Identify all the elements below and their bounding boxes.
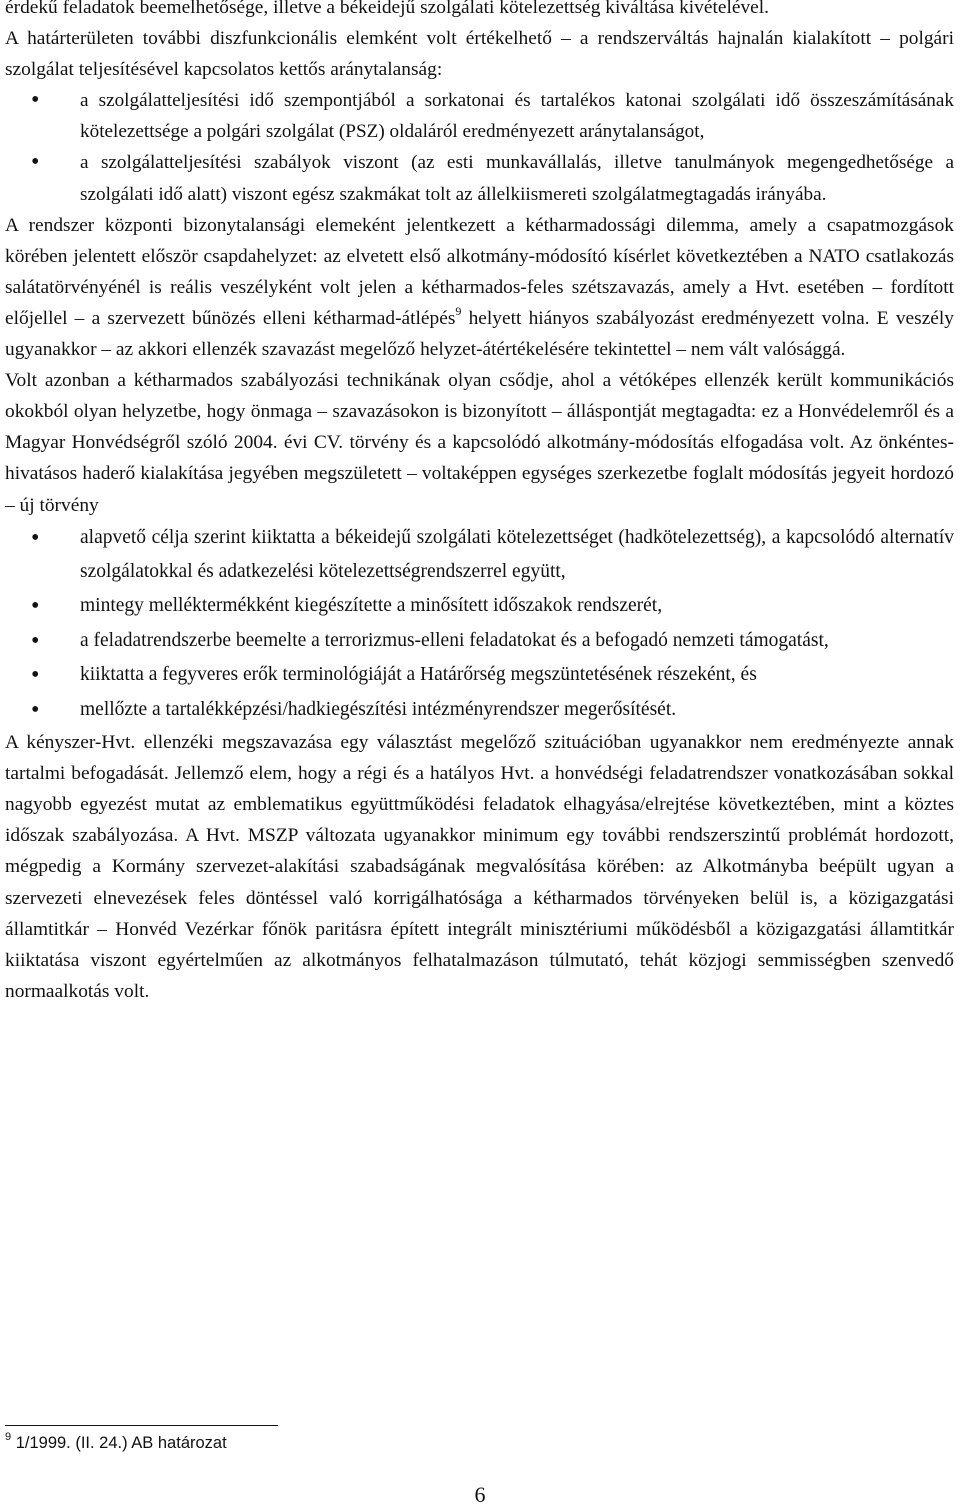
list-item: • kiiktatta a fegyveres erők terminológiáját a Határőrség megszüntetésének részeként, és	[5, 658, 954, 692]
list-item: • alapvető célja szerint kiiktatta a békeidejű szolgálati kötelezettséget (hadkötelezettség), a kapcsolódó alternatív szolgálatokkal és adatkezelési kötelezettségrendszerrel együtt,	[5, 521, 954, 590]
list-item: • a feladatrendszerbe beemelte a terrorizmus-elleni feladatokat és a befogadó nemzeti támogatást,	[5, 624, 954, 658]
paragraph-intro: érdekű feladatok beemelhetősége, illetve a békeidejű szolgálati kötelezettség kiváltása kivételével.	[5, 0, 769, 18]
page-number: 6	[474, 1482, 486, 1507]
paragraph-text: A rendszer központi bizonytalansági elemeként jelentkezett a kétharmadossági dilemma, amely a csapatmozgások körében jelentett először csapdahelyzet: az elvetett első alkotmány-módosító kísérlet következtében a NATO csatlakozás salátatörvényénél is reális veszélyként volt jelen a kétharmados-feles szétszavazás, amely a Hvt. esetében – fordított előjellel – a szervezett bűnözés elleni kétharmad-átlépés	[5, 214, 954, 329]
list-item: • mellőzte a tartalékképzési/hadkiegészítési intézményrendszer megerősítését.	[5, 693, 954, 727]
paragraph-border-area: A határterületen további diszfunkcionális elemként volt értékelhető – a rendszerváltás hajnalán kialakított – polgári szolgálat teljesítésével kapcsolatos kettős aránytalanság:	[5, 28, 954, 81]
paragraph-text: helyett hiányos szabályozást eredményezett volna. E veszély ugyanakkor – az akkori ellenzék szavazást megelőző helyzet-átértékelésére tekintettel – nem vált valósággá.	[5, 307, 954, 361]
list-item: • mintegy melléktermékként kiegészítette a minősített időszakok rendszerét,	[5, 589, 954, 623]
footnote-reference[interactable]: 9	[455, 303, 462, 318]
imbalance-list	[5, 85, 954, 209]
list-item: • a szolgálatteljesítési idő szempontjából a sorkatonai és tartalékos katonai szolgálati idő összeszámításának kötelezettsége a polgári szolgálat (PSZ) oldaláról eredményezett aránytalanságot,	[5, 85, 954, 147]
list-item: • a szolgálatteljesítési szabályok viszont (az esti munkavállalás, illetve tanulmányok megengedhetősége a szolgálati idő alatt) viszont egész szakmákat tolt az állelkiismereti szolgálatmegtagadás irányába.	[5, 147, 954, 209]
footnote-number: 9	[5, 1431, 12, 1443]
paragraph-two-thirds-dilemma	[5, 210, 954, 365]
paragraph-forced-hvt: A kényszer-Hvt. ellenzéki megszavazása egy választást megelőző szituációban ugyanakkor nem eredményezte annak tartalmi befogadását. Jellemző elem, hogy a régi és a hatályos Hvt. a honvédségi feladatrendszer vonatkozásában sokkal nagyobb egyezést mutat az emblematikus együttműködési feladatok elhagyása/elrejtése következtében, mint a köztes időszak szabályozása. A Hvt. MSZP változata ugyanakkor minimum egy további rendszerszintű problémát hordozott, mégpedig a Kormány szervezet-alakítási szabadságának megvalósítása körében: az Alkotmányba beépült ugyan a szervezeti elnevezések feles döntéssel való korrigálhatósága a kétharmados törvényeken belül is, a közigazgatási államtitkár – Honvéd Vezérkar főnök paritásra épített integrált minisztériumi működésből a közigazgatási államtitkár kiiktatása viszont egyértelműen az alkotmányos felhatalmazáson túlmutató, tehát közjogi semmisségben szenvedő normaalkotás volt.	[5, 732, 954, 1002]
paragraph-two-thirds-failure: Volt azonban a kétharmados szabályozási technikának olyan csődje, ahol a vétóképes ellenzék került kommunikációs okokból olyan helyzetbe, hogy önmaga – szavazásokon is bizonyított – álláspontját megtagadta: ez a Honvédelemről és a Magyar Honvédségről szóló 2004. évi CV. törvény és a kapcsolódó alkotmány-módosítás elfogadása volt. Az önkéntes-hivatásos haderő kialakítása jegyében megszületett – voltaképpen egységes szerkezetbe foglalt módosítás jegyeit hordozó – új törvény	[5, 370, 954, 516]
footnote-text: 1/1999. (II. 24.) AB határozat	[11, 1434, 227, 1452]
document-body	[5, 0, 954, 1007]
footnote-divider	[5, 1425, 278, 1426]
footnote	[5, 1432, 227, 1454]
new-law-list	[5, 521, 954, 727]
